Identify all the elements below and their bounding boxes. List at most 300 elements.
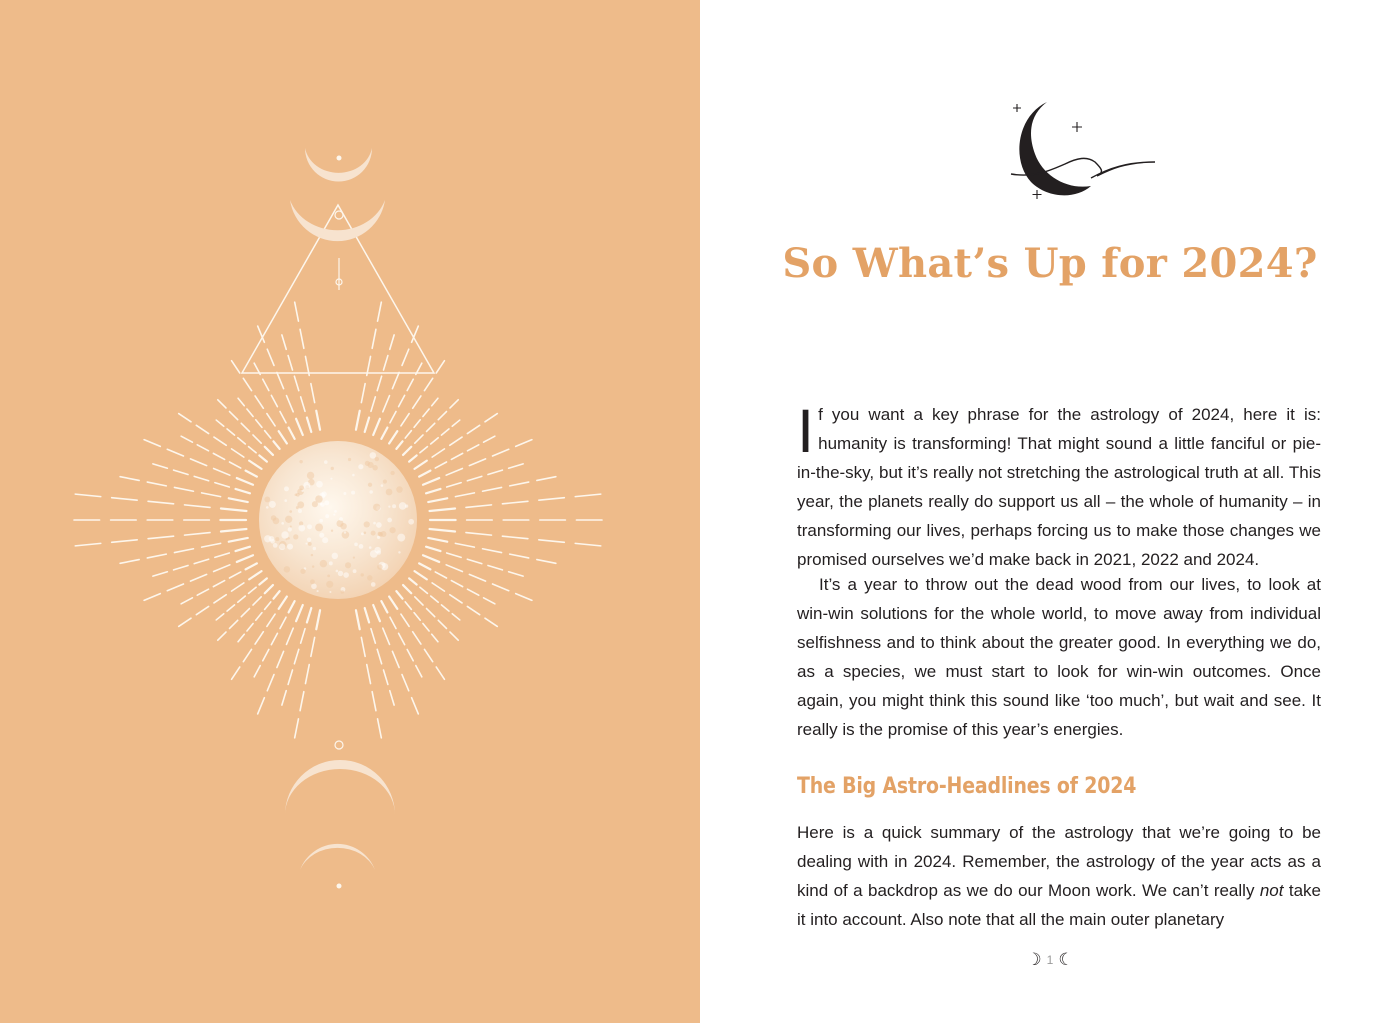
- sun-ray-segment: [174, 470, 188, 474]
- sun-ray-segment: [427, 423, 435, 431]
- sun-ray-segment: [424, 649, 432, 661]
- moon-speckle: [327, 574, 330, 577]
- sun-ray-segment: [396, 441, 402, 449]
- sun-ray-segment: [447, 483, 461, 487]
- sun-ray-segment: [401, 414, 409, 426]
- sun-ray-segment: [390, 617, 396, 628]
- sun-ray-segment: [273, 591, 279, 599]
- moon-speckle: [343, 572, 349, 578]
- sun-ray-segment: [483, 487, 502, 491]
- moon-speckle: [359, 544, 364, 549]
- moon-speckle: [396, 486, 402, 492]
- right-page-text: [700, 0, 1400, 1023]
- sun-ray-segment: [396, 591, 402, 599]
- moon-speckle: [290, 526, 292, 528]
- sun-ray-segment: [218, 632, 226, 640]
- sun-ray-segment: [311, 384, 315, 403]
- page-folio: [700, 950, 1400, 970]
- sun-ray-segment: [213, 581, 224, 587]
- sun-ray-segment: [179, 414, 191, 422]
- moon-speckle: [408, 519, 414, 525]
- sun-ray-segment: [267, 614, 275, 626]
- sun-ray-segment: [307, 418, 311, 432]
- sun-ray-segment: [243, 378, 251, 390]
- sun-ray-segment: [230, 412, 238, 420]
- moon-speckle: [315, 524, 323, 532]
- sun-ray-segment: [356, 610, 360, 629]
- emphasis-text: not: [1259, 881, 1284, 900]
- sun-ray-segment: [450, 595, 462, 603]
- sun-ray-segment: [467, 589, 478, 595]
- sun-ray-segment: [361, 384, 365, 403]
- sun-ray-segment: [390, 335, 394, 349]
- moon-speckle: [364, 531, 367, 534]
- moon-speckle: [339, 517, 343, 521]
- sun-ray-segment: [259, 455, 267, 461]
- sun-ray-segment: [405, 431, 411, 439]
- sun-ray-segment: [295, 719, 299, 738]
- sun-ray-segment: [403, 585, 411, 593]
- sun-ray-segment: [450, 400, 458, 408]
- moon-speckle: [368, 483, 372, 487]
- sun-ray-segment: [296, 419, 303, 435]
- moon-speckle: [322, 537, 328, 543]
- moon-speckle: [311, 583, 317, 589]
- sun-ray-segment: [174, 565, 188, 569]
- sun-ray-segment: [373, 605, 380, 621]
- moon-speckle: [269, 501, 276, 508]
- moon-speckle: [375, 457, 379, 461]
- sun-ray-segment: [537, 560, 556, 564]
- sun-ray-segment: [247, 409, 253, 417]
- moon-speckle: [279, 543, 286, 550]
- sun-ray-segment: [286, 628, 293, 644]
- sun-ray-segment: [420, 447, 428, 453]
- section-heading: The Big Astro-Headlines of 2024: [797, 774, 1137, 799]
- sun-ray-segment: [305, 665, 309, 684]
- sun-ray-segment: [148, 501, 173, 504]
- sun-ray-segment: [407, 379, 413, 390]
- sun-ray-segment: [185, 533, 210, 536]
- moon-speckle: [343, 492, 346, 495]
- sun-ray-segment: [267, 675, 274, 691]
- body-paragraph: It’s a year to throw out the dead wood from our lives, to look at win-win solutions for the whole world, to move away from individual selfishness and to think about the greater good. In everything we do, as a species, we must start to look for win-win outcomes. Once again, you might think this sound like ‘too much’, but wait and see. It really is the promise of this year’s energies.: [797, 575, 1321, 739]
- moon-speckle: [369, 546, 372, 549]
- sun-ray-segment: [216, 420, 224, 426]
- moon-speckle: [392, 504, 396, 508]
- sun-ray-segment: [194, 559, 208, 563]
- moon-speckle: [264, 535, 271, 542]
- sun-ray-segment: [415, 597, 423, 605]
- moon-speckle: [271, 515, 276, 520]
- moon-speckle: [338, 571, 343, 576]
- moon-speckle: [383, 479, 387, 483]
- sun-ray-segment: [213, 453, 224, 459]
- sun-ray-segment: [202, 543, 221, 547]
- sun-ray-segment: [289, 601, 295, 612]
- moon-speckle: [297, 501, 304, 508]
- moon-speckle: [345, 562, 351, 568]
- sun-ray-segment: [447, 553, 461, 557]
- chapter-title: So What’s Up for 2024?: [782, 240, 1318, 287]
- sun-ray-segment: [265, 602, 271, 610]
- moon-speckle: [298, 525, 305, 532]
- sun-ray-segment: [300, 692, 304, 711]
- sun-ray-segment: [288, 670, 292, 684]
- sun-ray-segment: [255, 396, 263, 408]
- sun-ray-segment: [432, 398, 438, 406]
- moon-speckle: [341, 590, 344, 593]
- sun-ray-segment: [282, 335, 286, 349]
- waning-moon-icon: ☽: [1026, 950, 1042, 969]
- sun-ray-segment: [377, 649, 381, 663]
- sun-ray-segment: [399, 395, 405, 406]
- sun-ray-segment: [112, 540, 137, 543]
- sun-ray-segment: [301, 397, 305, 411]
- sun-ray-segment: [423, 478, 439, 485]
- moon-speckle: [300, 569, 305, 574]
- sun-ray-segment: [381, 601, 387, 612]
- sun-ray-segment: [249, 447, 257, 453]
- moon-speckle: [324, 500, 329, 505]
- sun-ray-segment: [243, 649, 251, 661]
- paragraph-text: take it into account. Also note that all the main outer planetary: [797, 881, 1322, 929]
- moon-speckle: [270, 539, 275, 544]
- sun-ray-segment: [402, 349, 409, 365]
- sun-ray-segment: [430, 529, 455, 532]
- sun-ray-segment: [237, 478, 253, 485]
- sun-ray-segment: [427, 609, 435, 617]
- sun-ray-segment: [383, 356, 387, 370]
- moon-speckle: [313, 547, 316, 550]
- sun-ray-segment: [402, 675, 409, 691]
- body-paragraph: [797, 818, 1321, 934]
- moon-speckle: [351, 491, 355, 495]
- sun-ray-segment: [469, 459, 485, 466]
- sun-ray-segment: [438, 412, 446, 420]
- sun-ray-segment: [229, 538, 248, 542]
- moon-speckle: [367, 575, 372, 580]
- moon-speckle: [319, 533, 324, 538]
- sun-ray-segment: [399, 633, 405, 644]
- moon-speckle: [381, 484, 384, 487]
- sun-ray-segment: [185, 505, 210, 508]
- sun-ray-segment: [249, 587, 257, 593]
- sun-ray-segment: [280, 411, 286, 422]
- moon-speckle: [303, 482, 310, 489]
- sun-ray-segment: [414, 420, 420, 428]
- moon-speckle: [329, 591, 331, 593]
- sun-ray-segment: [390, 411, 396, 422]
- full-moon-icon: [259, 441, 417, 599]
- sun-ray-segment: [356, 411, 360, 430]
- sun-ray-segment: [428, 538, 447, 542]
- sun-ray-segment: [414, 571, 426, 579]
- sun-ray-segment: [377, 376, 381, 390]
- sun-ray-segment: [256, 613, 262, 621]
- sun-ray-segment: [484, 436, 495, 442]
- sun-ray-segment: [426, 489, 440, 493]
- moon-speckle: [307, 524, 312, 529]
- moon-speckle: [281, 522, 284, 525]
- sun-ray-segment: [430, 508, 455, 511]
- sun-ray-segment: [249, 571, 261, 579]
- sun-ray-segment: [256, 420, 262, 428]
- moon-speckle: [299, 460, 302, 463]
- sun-ray-segment: [432, 583, 444, 591]
- sun-ray-segment: [253, 435, 261, 443]
- sun-ray-segment: [294, 376, 298, 390]
- sun-ray-segment: [75, 543, 100, 546]
- sun-ray-segment: [436, 361, 444, 373]
- moon-speckle: [320, 560, 327, 567]
- sun-ray-segment: [428, 498, 447, 502]
- sun-ray-segment: [144, 594, 160, 601]
- sun-ray-segment: [271, 633, 277, 644]
- sun-ray-segment: [467, 425, 479, 433]
- sun-ray-segment: [371, 629, 375, 643]
- moon-speckle: [373, 522, 376, 525]
- sun-ray-segment: [214, 565, 230, 572]
- sun-ray-segment: [279, 596, 287, 608]
- sun-ray-segment: [147, 482, 166, 486]
- moon-speckle: [284, 499, 287, 502]
- sun-ray-segment: [258, 698, 265, 714]
- sun-ray-segment: [238, 634, 244, 642]
- sun-ray-segment: [423, 623, 429, 631]
- sun-ray-segment: [493, 584, 509, 591]
- sun-ray-segment: [255, 632, 263, 644]
- moon-speckle: [285, 516, 292, 523]
- sun-ray-segment: [247, 623, 253, 631]
- sun-ray-segment: [227, 605, 235, 611]
- moon-speckle: [293, 534, 298, 539]
- sun-ray-segment: [75, 494, 100, 497]
- sun-ray-segment: [485, 414, 497, 422]
- sun-ray-segment: [435, 572, 446, 578]
- sun-ray-segment: [423, 555, 439, 562]
- crescent-moon-icon: [285, 760, 395, 815]
- sun-ray-segment: [221, 529, 246, 532]
- sun-ray-segment: [316, 610, 320, 629]
- moon-speckle: [319, 519, 323, 523]
- moon-speckle: [336, 570, 339, 573]
- moon-speckle: [286, 538, 288, 540]
- moon-speckle: [377, 564, 383, 570]
- sun-ray-segment: [215, 553, 229, 557]
- sun-ray-segment: [414, 613, 420, 621]
- sun-ray-segment: [196, 425, 208, 433]
- moon-speckle: [329, 561, 333, 565]
- sun-ray-segment: [413, 632, 421, 644]
- sun-ray-segment: [112, 498, 137, 501]
- waxing-moon-icon: ☾: [1058, 950, 1074, 969]
- sun-ray-segment: [432, 634, 438, 642]
- paragraph-text: f you want a key phrase for the astrology of 2024, here it is: humanity is transforming! That might sound a little fanciful or pie-in-the-sky, but it’s really not stretching the astrological truth at all. This year, the planets really do support us all – the whole of humanity – in transforming our lives, perhaps forcing us to make those changes we promised ourselves we’d make back in 2021, 2022 and 2024.: [797, 405, 1321, 569]
- sun-ray-segment: [431, 438, 439, 444]
- sun-ray-segment: [197, 445, 208, 451]
- moon-speckle: [317, 590, 319, 592]
- sun-ray-segment: [229, 572, 240, 578]
- sun-ray-segment: [466, 533, 491, 536]
- sun-ray-segment: [467, 606, 479, 614]
- sun-ray-segment: [246, 471, 257, 477]
- sun-ray-segment: [401, 614, 409, 626]
- sun-ray-segment: [147, 554, 166, 558]
- sun-ray-segment: [179, 618, 191, 626]
- moon-speckle: [289, 510, 292, 513]
- sun-ray-segment: [419, 471, 430, 477]
- sun-ray-segment: [300, 329, 304, 348]
- sun-ray-segment: [120, 477, 139, 481]
- sun-ray-segment: [424, 378, 432, 390]
- sun-ray-segment: [371, 397, 375, 411]
- moon-speckle: [312, 565, 314, 567]
- body-paragraph: [797, 400, 1321, 574]
- moon-speckle: [287, 544, 293, 550]
- sun-ray-segment: [249, 461, 261, 469]
- moon-speckle: [353, 556, 355, 558]
- sun-ray-segment: [197, 589, 208, 595]
- moon-speckle: [368, 462, 374, 468]
- moon-speckle: [299, 485, 304, 490]
- sun-ray-segment: [254, 666, 260, 677]
- moon-speckle: [298, 509, 302, 513]
- sun-ray-segment: [230, 620, 238, 628]
- moon-speckle: [405, 504, 408, 507]
- sun-ray-segment: [232, 361, 240, 373]
- sun-ray-segment: [214, 468, 230, 475]
- moon-speckle: [344, 531, 346, 533]
- moon-speckle: [307, 537, 311, 541]
- sun-ray-segment: [271, 395, 277, 406]
- moon-speckle: [266, 506, 269, 509]
- sun-ray-segment: [419, 563, 430, 569]
- sun-ray-segment: [502, 501, 527, 504]
- sun-ray-segment: [295, 302, 299, 321]
- sun-ray-segment: [174, 487, 193, 491]
- sun-ray-segment: [420, 587, 428, 593]
- moon-speckle: [310, 579, 315, 584]
- sun-ray-segment: [484, 598, 495, 604]
- sun-ray-segment: [229, 498, 248, 502]
- moon-speckle: [371, 531, 376, 536]
- sun-ray-segment: [405, 602, 411, 610]
- sun-ray-segment: [237, 555, 253, 562]
- sun-ray-segment: [416, 666, 422, 677]
- moon-speckle: [397, 534, 405, 542]
- sun-ray-segment: [483, 549, 502, 553]
- moon-speckle: [284, 566, 291, 573]
- moon-speckle: [374, 547, 381, 554]
- sun-ray-segment: [215, 483, 229, 487]
- sun-ray-segment: [263, 379, 269, 390]
- sun-ray-segment: [467, 476, 481, 480]
- paragraph-text: Here is a quick summary of the astrology that we’re going to be dealing with in 2024. Remember, the astrology of the year acts as a kind of a backdrop as we do our Moon work. We can’t really: [797, 823, 1321, 900]
- sun-ray-segment: [167, 584, 183, 591]
- moon-speckle: [361, 532, 364, 535]
- sun-ray-segment: [446, 468, 462, 475]
- sun-ray-segment: [263, 649, 269, 660]
- sun-ray-segment: [426, 547, 440, 551]
- moon-speckle: [386, 489, 393, 496]
- sun-ray-segment: [392, 651, 399, 667]
- moon-speckle: [308, 542, 312, 546]
- sun-ray-segment: [361, 637, 365, 656]
- sun-ray-segment: [236, 547, 250, 551]
- moon-speckle: [376, 522, 382, 528]
- sun-ray-segment: [286, 396, 293, 412]
- sun-ray-segment: [365, 418, 369, 432]
- sun-ray-segment: [277, 372, 284, 388]
- sun-ray-segment: [174, 549, 193, 553]
- sun-ray-segment: [469, 574, 485, 581]
- sun-ray-segment: [516, 594, 532, 601]
- sun-ray-segment: [181, 598, 192, 604]
- sun-ray-segment: [373, 419, 380, 435]
- moon-speckle: [295, 494, 298, 497]
- sun-ray-segment: [466, 505, 491, 508]
- drop-cap: I: [797, 398, 815, 466]
- sun-ray-segment: [436, 667, 444, 679]
- sun-ray-segment: [452, 614, 460, 620]
- sun-ray-segment: [488, 565, 502, 569]
- sun-ray-segment: [246, 563, 257, 569]
- moon-speckle: [284, 486, 289, 491]
- sun-ray-segment: [455, 493, 474, 497]
- moon-speckle: [371, 582, 376, 587]
- sun-ray-segment: [273, 441, 279, 449]
- sun-ray-segment: [390, 691, 394, 705]
- moon-speckle: [358, 464, 363, 469]
- sun-ray-segment: [435, 462, 446, 468]
- sun-ray-segment: [280, 617, 286, 628]
- sun-ray-segment: [467, 445, 478, 451]
- moon-speckle: [334, 510, 337, 513]
- sun-ray-segment: [307, 608, 311, 622]
- sun-ray-segment: [259, 578, 267, 584]
- moon-speckle: [320, 503, 323, 506]
- sun-ray-segment: [277, 651, 284, 667]
- moon-speckle: [364, 521, 370, 527]
- moon-speckle: [354, 542, 358, 546]
- sun-ray-segment: [236, 489, 250, 493]
- sun-ray-segment: [431, 596, 439, 602]
- sun-ray-segment: [253, 597, 261, 605]
- sun-ray-segment: [232, 449, 244, 457]
- moon-speckle: [332, 553, 338, 559]
- sun-ray-segment: [378, 302, 382, 321]
- sun-ray-segment: [267, 414, 275, 426]
- moon-speckle: [398, 551, 400, 553]
- sun-ray-segment: [238, 438, 246, 444]
- sun-ray-segment: [446, 565, 462, 572]
- sun-ray-segment: [144, 440, 160, 447]
- sun-ray-segment: [316, 411, 320, 430]
- sun-ray-segment: [467, 559, 481, 563]
- moon-speckle: [281, 531, 288, 538]
- sun-ray-segment: [488, 470, 502, 474]
- sun-ray-segment: [403, 447, 411, 455]
- moon-speckle: [388, 506, 390, 508]
- sun-ray-segment: [510, 554, 529, 558]
- moon-speckle: [275, 537, 279, 541]
- sun-ray-segment: [450, 437, 462, 445]
- crescent-moon-icon: [1005, 98, 1165, 208]
- sun-ray-segment: [575, 543, 600, 546]
- sun-ray-segment: [413, 396, 421, 408]
- moon-speckle: [307, 472, 314, 479]
